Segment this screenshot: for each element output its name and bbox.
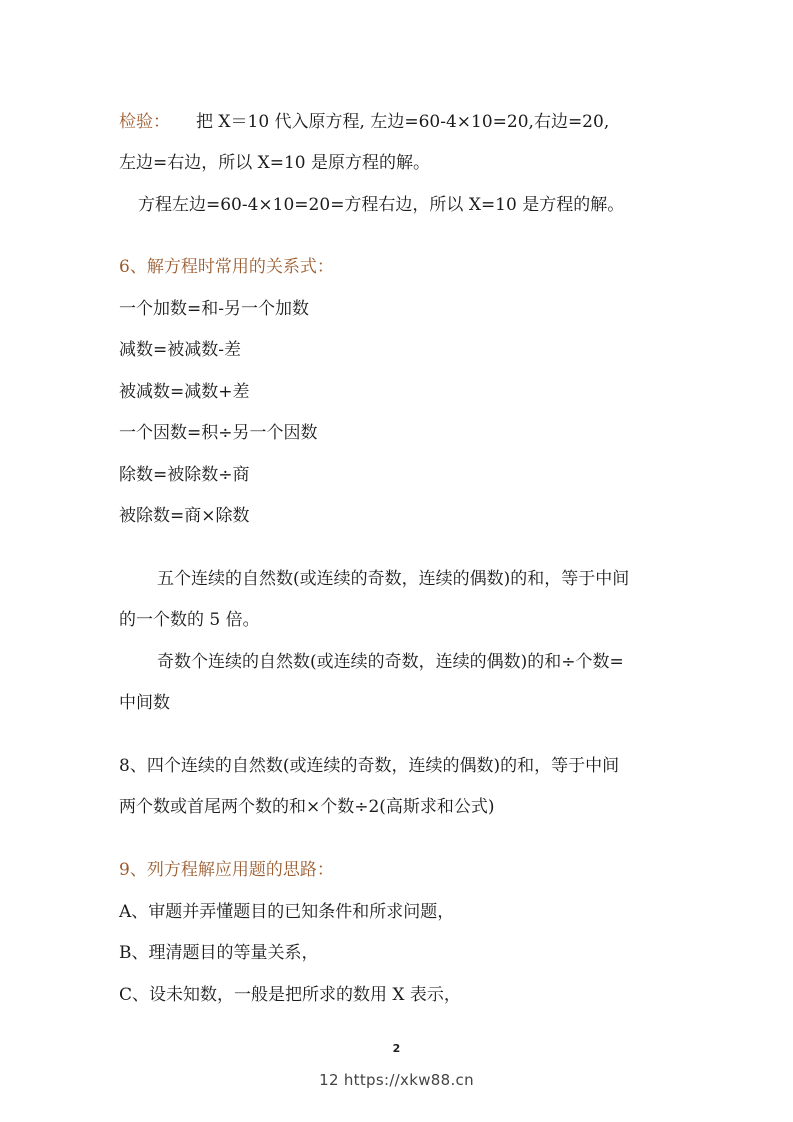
section-8-line-2: 两个数或首尾两个数的和×个数÷2(高斯求和公式): [119, 797, 495, 817]
relation-item-4: 一个因数=积÷另一个因数: [119, 423, 318, 443]
relation-item-3: 被减数=减数+差: [119, 382, 250, 402]
relation-item-2: 减数=被减数-差: [119, 340, 241, 360]
section-9-heading: 9、列方程解应用题的思路：: [119, 860, 334, 880]
step-item-a: A、审题并弄懂题目的已知条件和所求问题，: [119, 902, 455, 922]
step-item-b: B、理清题目的等量关系，: [119, 943, 319, 963]
relation-item-6: 被除数=商×除数: [119, 506, 250, 526]
verification-text-1: 把 X＝10 代入原方程, 左边=60-4×10=20,右边=20,: [196, 112, 610, 132]
step-item-c: C、设未知数，一般是把所求的数用 X 表示，: [119, 985, 461, 1005]
watermark-url: 12 https://xkw88.cn: [319, 1071, 474, 1089]
verification-line-3: 方程左边=60-4×10=20=方程右边，所以 X=10 是方程的解。: [138, 195, 625, 215]
paragraph-five-line-1: 五个连续的自然数(或连续的奇数，连续的偶数)的和，等于中间: [157, 569, 630, 589]
paragraph-odd-line-2: 中间数: [119, 693, 170, 713]
relation-item-1: 一个加数=和-另一个加数: [119, 299, 309, 319]
paragraph-five-line-2: 的一个数的 5 倍。: [119, 610, 260, 630]
verification-line-2: 左边=右边，所以 X=10 是原方程的解。: [119, 153, 431, 173]
relation-item-5: 除数=被除数÷商: [119, 465, 250, 485]
verification-label: 检验：: [119, 112, 170, 132]
paragraph-odd-line-1: 奇数个连续的自然数(或连续的奇数，连续的偶数)的和÷个数=: [157, 652, 624, 672]
page-number: 2: [392, 1042, 401, 1055]
section-6-heading: 6、解方程时常用的关系式：: [119, 257, 334, 277]
verification-line-1: [119, 110, 733, 134]
section-8-line-1: 8、四个连续的自然数(或连续的奇数，连续的偶数)的和，等于中间: [119, 756, 620, 776]
